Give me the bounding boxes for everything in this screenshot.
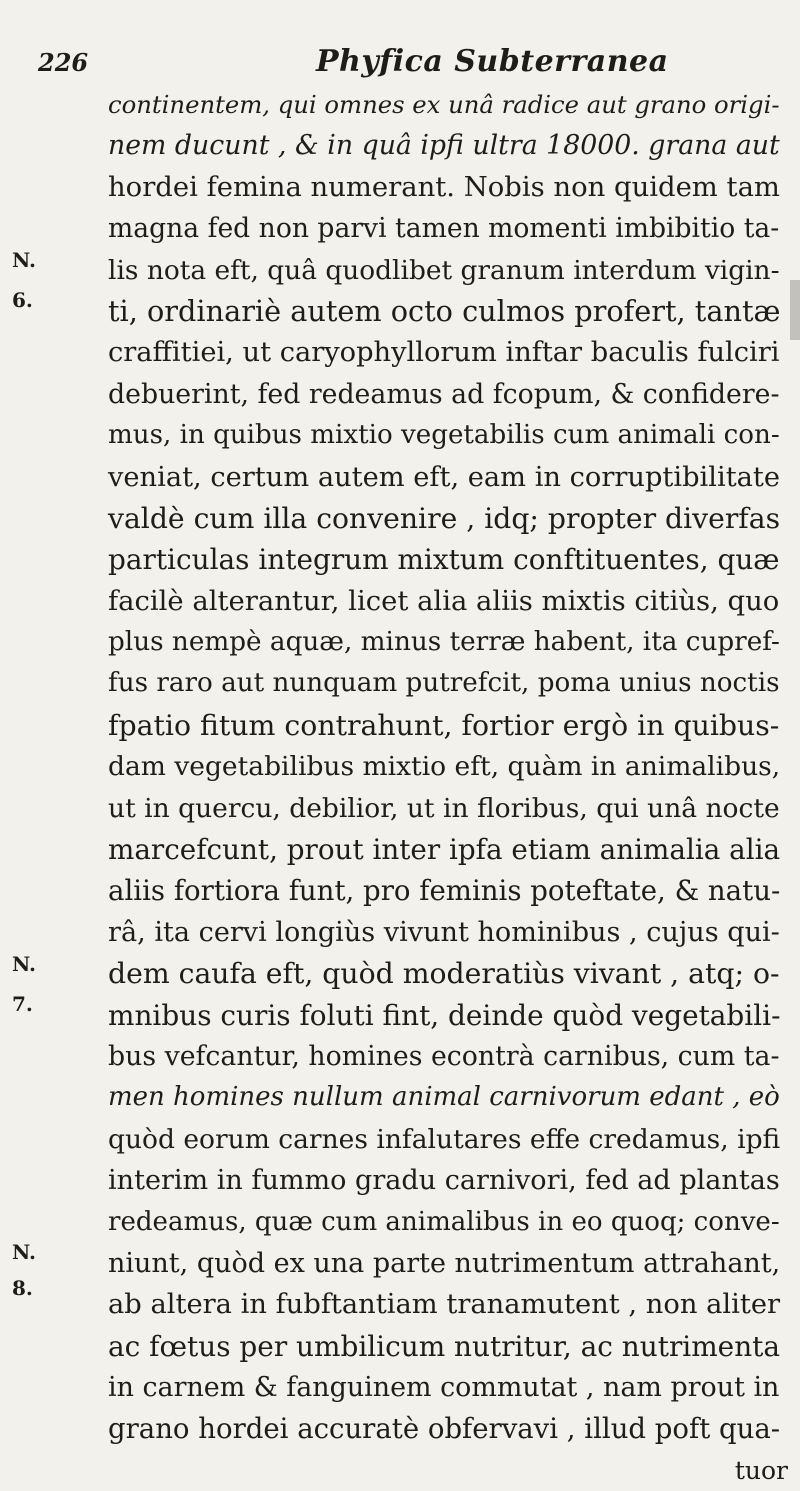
text-line: ti, ordinariè autem octo culmos profert, tantæ <box>108 293 781 328</box>
text-line: mnibus curis foluti fint, deinde quòd vegetabili- <box>108 998 781 1032</box>
text-line: quòd eorum carnes infalutares effe credamus, ipfi <box>108 1123 781 1155</box>
text-line: fpatio fitum contrahunt, fortior ergò in quibus- <box>108 708 780 742</box>
scan-edge-shadow <box>790 280 800 340</box>
text-line: plus nempè aquæ, minus terræ habent, ita cupref- <box>108 627 780 658</box>
margin-note: N. <box>12 952 36 976</box>
text-line: fus raro aut nunquam putrefcit, poma unius noctis <box>108 668 780 699</box>
text-line: particulas integrum mixtum conftituentes, quæ <box>108 543 780 577</box>
text-line: hordei femina numerant. Nobis non quidem tam <box>108 171 780 203</box>
text-line: facilè alterantur, licet alia aliis mixtis citiùs, quo <box>108 585 780 617</box>
text-line: dem caufa eft, quòd moderatiùs vivant , atq; o- <box>108 957 780 991</box>
text-line: aliis fortiora funt, pro feminis poteftate, & natu- <box>108 874 781 908</box>
text-line: continentem, qui omnes ex unâ radice aut grano origi- <box>108 90 780 119</box>
text-line: in carnem & fanguinem commutat , nam prout in <box>108 1372 780 1404</box>
margin-note: 8. <box>12 1276 33 1300</box>
text-line: dam vegetabilibus mixtio eft, quàm in animalibus, <box>108 751 781 783</box>
margin-note: 7. <box>12 992 33 1016</box>
text-line: debuerint, fed redeamus ad fcopum, & confidere- <box>108 378 780 410</box>
page-number: 226 <box>38 48 89 77</box>
text-line: craffitiei, ut caryophyllorum inftar baculis fulciri <box>108 337 780 369</box>
margin-note: N. <box>12 248 36 272</box>
text-line: râ, ita cervi longiùs vivunt hominibus , cujus qui- <box>108 916 780 948</box>
text-line: valdè cum illa convenire , idq; propter diverfas <box>108 501 781 535</box>
text-line: men homines nullum animal carnivorum edant , eò <box>108 1082 780 1113</box>
body-text <box>108 84 798 1491</box>
margin-note: 6. <box>12 288 33 312</box>
text-line: ab altera in fubftantiam tranamutent , non aliter <box>108 1289 781 1321</box>
text-line: bus vefcantur, homines econtrà carnibus, cum ta- <box>108 1040 780 1072</box>
text-line: ut in quercu, debilior, ut in floribus, qui unâ nocte <box>108 792 780 824</box>
running-head: Phyfica Subterranea <box>316 44 669 79</box>
text-line: nem ducunt , & in quâ ipfi ultra 18000. grana aut <box>108 130 780 162</box>
text-line: mus, in quibus mixtio vegetabilis cum animali con- <box>108 420 780 451</box>
text-line: interim in fummo gradu carnivori, fed ad plantas <box>108 1165 780 1197</box>
text-line: marcefcunt, prout inter ipfa etiam animalia alia <box>108 833 781 867</box>
page-header <box>38 44 738 84</box>
text-line: niunt, quòd ex una parte nutrimentum attrahant, <box>108 1247 781 1279</box>
text-line: redeamus, quæ cum animalibus in eo quoq; conve- <box>108 1206 780 1237</box>
text-line: grano hordei accuratè obfervavi , illud poft qua- <box>108 1412 781 1445</box>
catchword: tuor <box>734 1455 788 1485</box>
text-line: lis nota eft, quâ quodlibet granum interdum vigin- <box>108 254 780 286</box>
text-line: magna fed non parvi tamen momenti imbibitio ta- <box>108 213 780 245</box>
margin-note: N. <box>12 1240 36 1264</box>
text-line: veniat, certum autem eft, eam in corruptibilitate <box>108 461 781 493</box>
text-line: ac fœtus per umbilicum nutritur, ac nutrimenta <box>108 1329 781 1363</box>
